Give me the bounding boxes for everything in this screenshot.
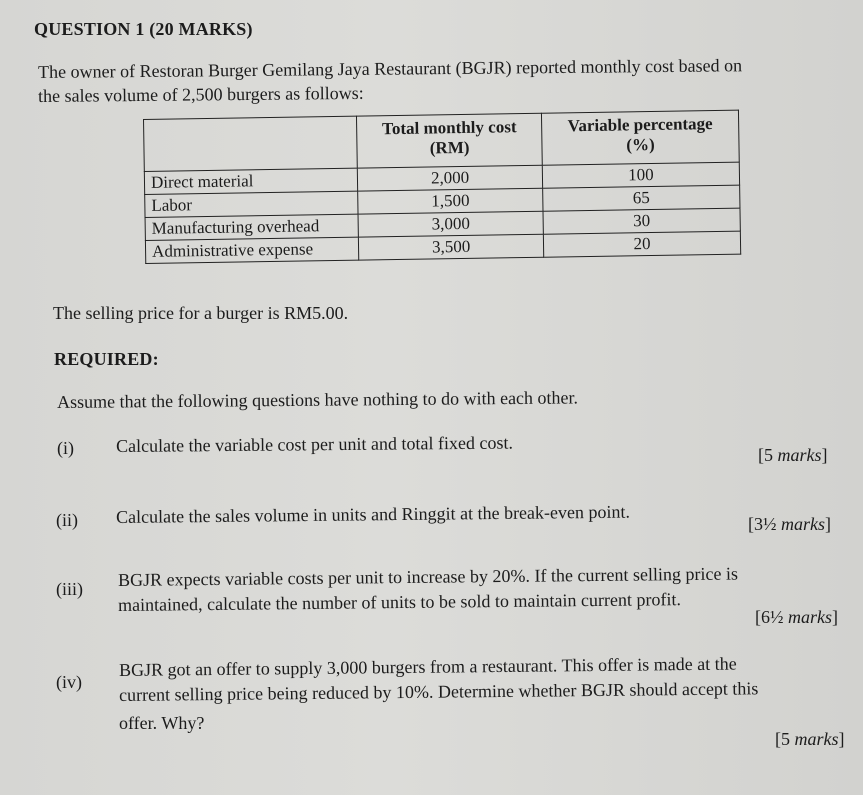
row-variable-pct: 30 bbox=[543, 208, 740, 234]
row-item: Direct material bbox=[144, 168, 358, 194]
marks-word: marks bbox=[777, 445, 822, 465]
question-title: QUESTION 1 (20 MARKS) bbox=[34, 19, 253, 39]
question-i-number: (i) bbox=[57, 438, 74, 458]
row-total-cost: 1,500 bbox=[358, 188, 543, 214]
marks-word: marks bbox=[794, 729, 839, 749]
required-heading: REQUIRED: bbox=[54, 349, 159, 369]
question-i-line-1: Calculate the variable cost per unit and total fixed cost. bbox=[116, 432, 514, 456]
table-header-total-cost-text: Total monthly cost (RM) bbox=[381, 117, 517, 158]
row-total-cost: 3,000 bbox=[358, 211, 543, 237]
intro-line-1: The owner of Restoran Burger Gemilang Jaya Restaurant (BGJR) reported monthly cost based on bbox=[38, 55, 743, 82]
table-header-blank bbox=[144, 116, 358, 171]
question-iv-marks bbox=[775, 729, 845, 750]
table-header-row bbox=[144, 110, 740, 171]
row-variable-pct: 65 bbox=[543, 185, 740, 211]
question-iv-line-3: offer. Why? bbox=[119, 713, 205, 733]
question-ii-line-1: Calculate the sales volume in units and Ringgit at the break-even point. bbox=[116, 501, 631, 527]
row-variable-pct: 20 bbox=[543, 231, 740, 257]
question-iv-number: (iv) bbox=[56, 672, 82, 692]
table-header-total-cost bbox=[357, 113, 543, 168]
question-ii-marks-text: [3½ marks] bbox=[748, 514, 831, 534]
question-iii-marks-text: [6½ marks] bbox=[755, 607, 838, 627]
row-total-cost: 3,500 bbox=[359, 234, 544, 260]
cost-table bbox=[143, 110, 741, 264]
question-i-marks-text: [5 marks] bbox=[758, 445, 828, 465]
table-header-variable-pct-text: Variable percentage (%) bbox=[567, 114, 713, 155]
marks-word: marks bbox=[788, 607, 832, 627]
assumption-text: Assume that the following questions have nothing to do with each other. bbox=[57, 387, 579, 412]
question-iii-line-1: BGJR expects variable costs per unit to increase by 20%. If the current selling price is bbox=[118, 563, 739, 590]
selling-price-text: The selling price for a burger is RM5.00. bbox=[53, 303, 349, 323]
row-item: Labor bbox=[145, 191, 359, 217]
table-header-variable-pct bbox=[542, 110, 740, 165]
question-iv-line-1: BGJR got an offer to supply 3,000 burgers from a restaurant. This offer is made at the bbox=[119, 653, 737, 680]
question-iv-marks-text: [5 marks] bbox=[775, 729, 845, 749]
row-item: Manufacturing overhead bbox=[145, 214, 359, 240]
question-iii-marks bbox=[755, 607, 838, 628]
row-variable-pct: 100 bbox=[542, 162, 739, 188]
row-item: Administrative expense bbox=[145, 237, 359, 263]
question-iii-line-2: maintained, calculate the number of units to be sold to maintain current profit. bbox=[118, 589, 682, 615]
question-iii-number: (iii) bbox=[56, 579, 83, 599]
question-ii-number: (ii) bbox=[56, 510, 78, 530]
question-iv-line-2: current selling price being reduced by 10%. Determine whether BGJR should accept this bbox=[119, 678, 759, 705]
marks-word: marks bbox=[781, 514, 825, 534]
intro-line-2: the sales volume of 2,500 burgers as follows: bbox=[38, 82, 364, 106]
question-i-marks bbox=[758, 445, 828, 466]
row-total-cost: 2,000 bbox=[358, 165, 543, 191]
question-ii-marks bbox=[748, 514, 831, 535]
